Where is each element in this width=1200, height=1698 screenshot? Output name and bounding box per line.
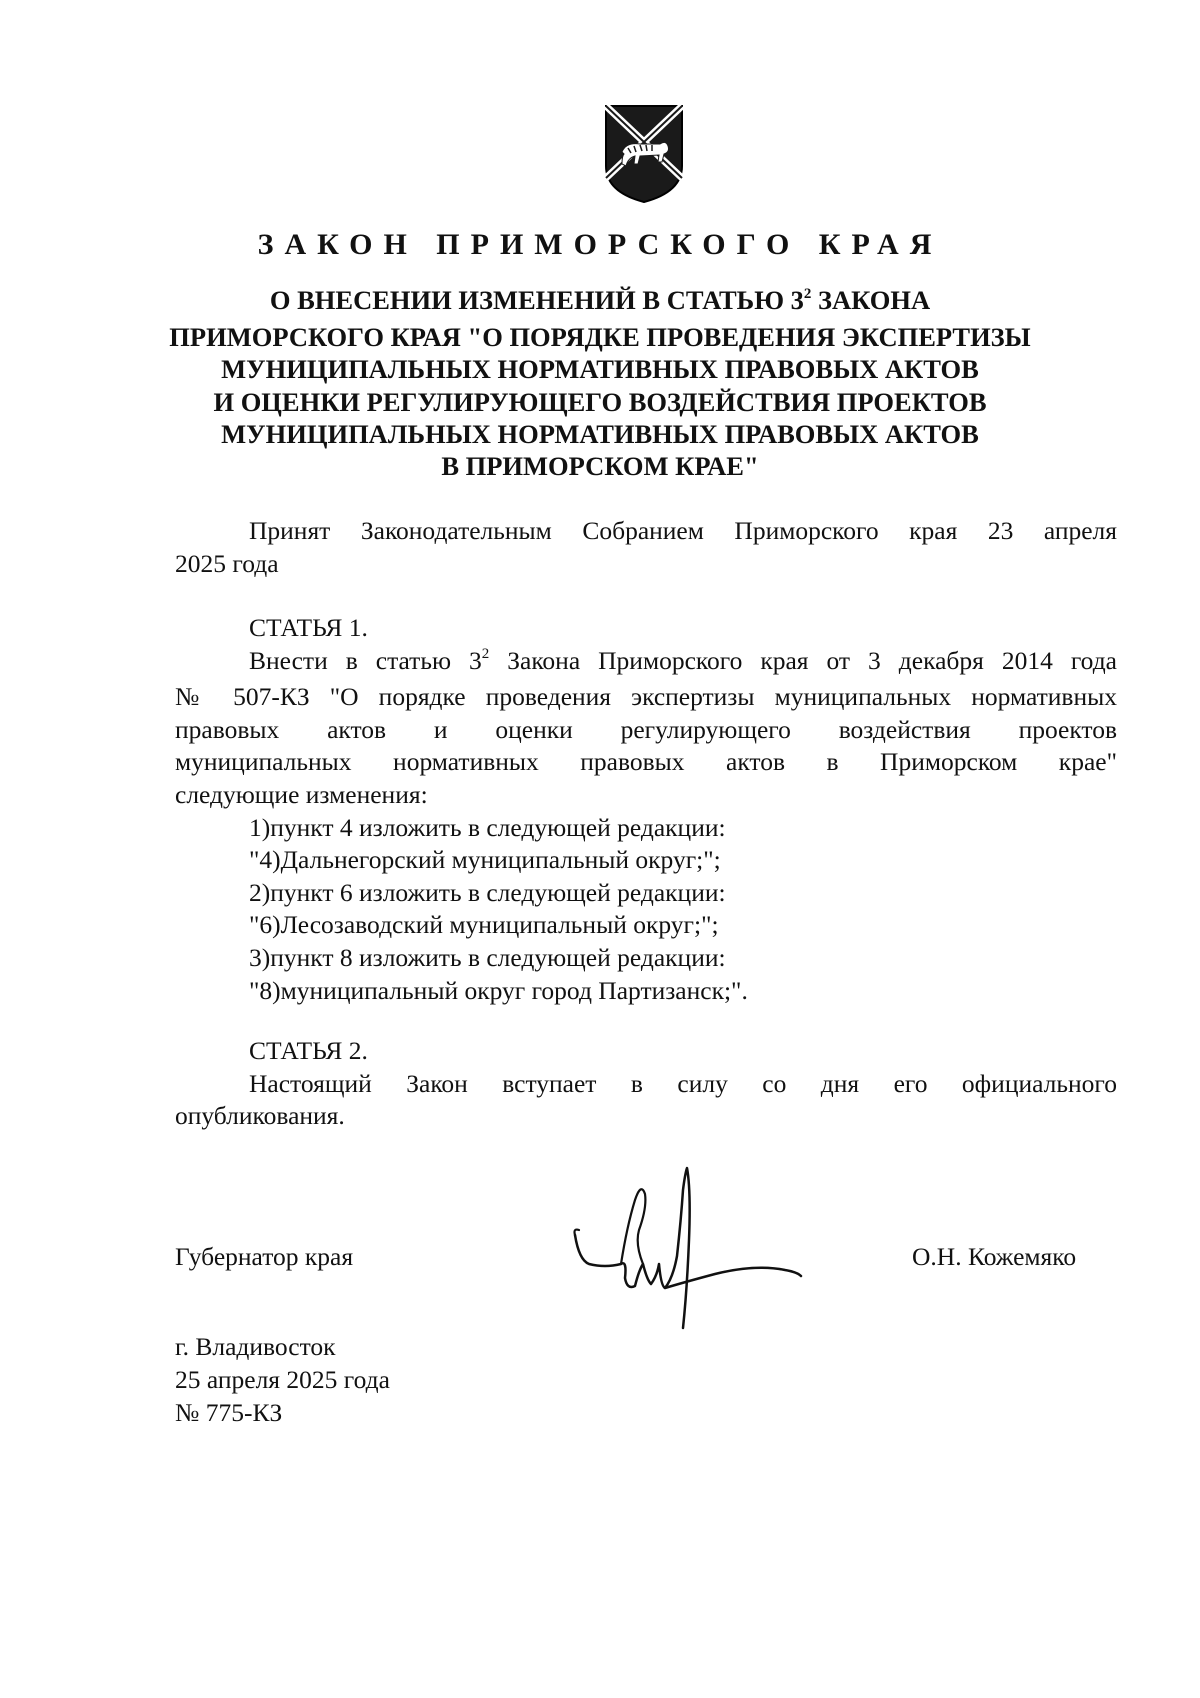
article-1-line-4: муниципальных нормативных правовых актов в Приморском крае" (175, 747, 1117, 777)
subject-line-5: МУНИЦИПАЛЬНЫХ НОРМАТИВНЫХ ПРАВОВЫХ АКТОВ (221, 418, 979, 449)
subject-line-1: О ВНЕСЕНИИ ИЗМЕНЕНИЙ В СТАТЬЮ $3^2$ ЗАКОНА (269, 285, 931, 315)
law-title: ЗАКОН ПРИМОРСКОГО КРАЯ (257, 228, 943, 261)
subject-line-2: ПРИМОРСКОГО КРАЯ "О ПОРЯДКЕ ПРОВЕДЕНИЯ ЭКСПЕРТИЗЫ (169, 322, 1031, 353)
article-2 (175, 1035, 1117, 1133)
subject-line-4: И ОЦЕНКИ РЕГУЛИРУЮЩЕГО ВОЗДЕЙСТВИЯ ПРОЕКТОВ (213, 386, 987, 417)
subject-line-6: В ПРИМОРСКОМ КРАЕ" (441, 451, 759, 482)
adoption-note (175, 515, 1117, 580)
list-item: 2)пункт 6 изложить в следующей редакции: (249, 877, 726, 907)
article-1-line-3: правовых актов и оценки регулирующего воздействия проектов (175, 714, 1117, 744)
list-item: 3)пункт 8 изложить в следующей редакции: (249, 942, 726, 972)
list-item: "4)Дальнегорский муниципальный округ;"; (249, 845, 721, 875)
article-1-heading: СТАТЬЯ 1. (249, 613, 368, 642)
list-item: "8)муниципальный округ город Партизанск;". (249, 975, 748, 1005)
article-1-line-2: № 507-КЗ "О порядке проведения экспертизы муниципальных нормативных (175, 682, 1117, 712)
adoption-line-2: 2025 года (175, 548, 279, 578)
list-item: 1)пункт 4 изложить в следующей редакции: (249, 812, 726, 842)
article-1-line-5: следующие изменения: (175, 779, 428, 809)
footer-city: г. Владивосток (175, 1332, 336, 1361)
footer-number: № 775-КЗ (175, 1398, 283, 1427)
list-item: "6)Лесозаводский муниципальный округ;"; (249, 910, 719, 940)
law-subject (120, 284, 1080, 482)
article-1-line-1: Внести в статью $3^2$ Закона Приморского края от 3 декабря 2014 года (249, 645, 1117, 675)
law-footer (175, 1330, 390, 1429)
signer-name: О.Н. Кожемяко (912, 1242, 1077, 1271)
article-2-heading: СТАТЬЯ 2. (249, 1036, 368, 1065)
article-1 (175, 612, 1117, 1007)
subject-line-3: МУНИЦИПАЛЬНЫХ НОРМАТИВНЫХ ПРАВОВЫХ АКТОВ (221, 354, 979, 385)
handwritten-signature (565, 1160, 810, 1335)
article-2-line-1: Настоящий Закон вступает в силу со дня его официального (249, 1068, 1117, 1098)
adoption-line-1: Принят Законодательным Собранием Приморского края 23 апреля (249, 516, 1117, 545)
coat-of-arms-icon (604, 104, 684, 204)
signer-position: Губернатор края (175, 1242, 354, 1271)
article-2-line-2: опубликования. (175, 1101, 345, 1131)
footer-date: 25 апреля 2025 года (175, 1365, 390, 1394)
